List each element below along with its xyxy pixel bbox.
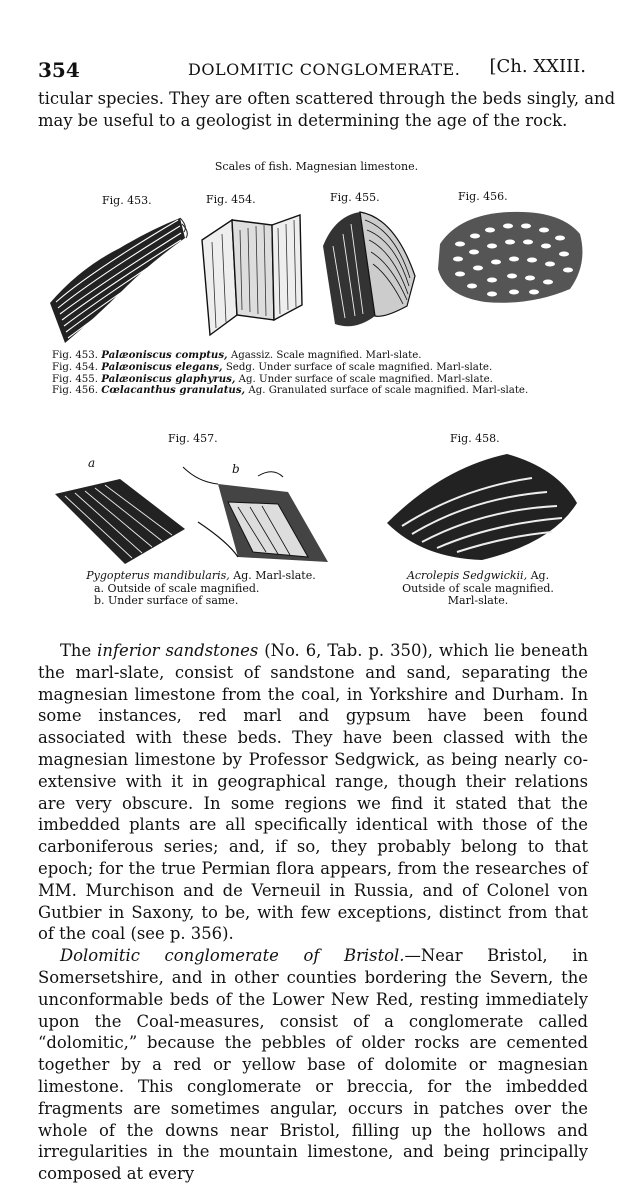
fig-457a-scale-illustration xyxy=(50,474,190,569)
fig-458-label: Fig. 458. xyxy=(450,432,500,445)
fig-457b-scale-illustration xyxy=(178,462,338,572)
caption-fig-455: Fig. 455. Palæoniscus glaphyrus, Ag. Under surface of scale magnified. Marl-slate. xyxy=(52,372,493,385)
figure-group-title: Scales of fish. Magnesian limestone. xyxy=(214,160,419,173)
fig-453-scale-illustration xyxy=(40,208,190,348)
fig-457-label: Fig. 457. xyxy=(168,432,218,445)
fig-456-scale-illustration xyxy=(430,204,590,309)
paragraph-dolomitic-conglomerate: Dolomitic conglomerate of Bristol.—Near Bristol, in Somersetshire, and in other counties bordering the Severn, the unconformable beds of the Lower New Red, resting immediately upon the Coal-measures, consist of a conglomerate called “dolomitic,” because the pebbles of older rocks are cemented together by a red or yellow base of dolomite or magnesian limestone. This conglomerate or breccia, for the imbedded fragments are sometimes angular, occurs in patches over the whole of the downs near Bristol, filling up the hollows and irregularities in the mountain limestone, and being principally composed at every xyxy=(38,946,588,1184)
fig-453-label: Fig. 453. xyxy=(102,194,152,207)
intro-line-1: ticular species. They are often scattered through the beds singly, and xyxy=(38,89,616,108)
caption-fig-453: Fig. 453. Palæoniscus comptus, Agassiz. Scale magnified. Marl-slate. xyxy=(52,349,422,361)
fig-456-label: Fig. 456. xyxy=(458,190,508,203)
fig-454-scale-illustration xyxy=(192,210,307,340)
fig-458-scale-illustration xyxy=(382,448,582,566)
caption-fig-458: Acrolepis Sedgwickii, Ag. Outside of scale magnified. Marl-slate. xyxy=(402,569,554,607)
fig-454-label: Fig. 454. xyxy=(206,193,256,206)
caption-fig-456: Fig. 456. Cœlacanthus granulatus, Ag. Granulated surface of scale magnified. Marl-slate. xyxy=(52,384,529,397)
page-number: 354 xyxy=(38,58,80,82)
fig-455-label: Fig. 455. xyxy=(330,191,380,204)
paragraph-inferior-sandstones: The inferior sandstones (No. 6, Tab. p. 350), which lie beneath the marl-slate, consist of sandstone and sand, separating the magnesian limestone from the coal, in Yorkshire and Durham. In some instances, red marl and gypsum have been found associated with these beds. They have been classed with the magnesian limestone by Professor Sedgwick, as being nearly co-extensive with it in geographical range, though their relations are very obscure. In some regions we find it stated that the imbedded plants are all specifically identical with those of the carboniferous series; and, if so, they probably belong to that epoch; for the true Permian flora appears, from the researches of MM. Murchison and de Verneuil in Russia, and of Colonel von Gutbier in Saxony, to be, with few exceptions, distinct from that of the coal (see p. 356). xyxy=(38,641,589,944)
fig-457-label-a: a xyxy=(88,456,96,470)
running-title: DOLOMITIC CONGLOMERATE. xyxy=(188,60,461,79)
intro-paragraph xyxy=(38,88,616,132)
running-head xyxy=(38,54,586,84)
caption-fig-457: Pygopterus mandibularis, Ag. Marl-slate. a. Outside of scale magnified. b. Under surface of same. xyxy=(86,569,316,607)
intro-line-2: may be useful to a geologist in determining the age of the rock. xyxy=(38,110,568,130)
chapter-label: [Ch. XXIII. xyxy=(489,56,586,77)
fig-455-scale-illustration xyxy=(315,206,425,336)
figure-captions-top xyxy=(52,350,612,397)
body-text xyxy=(38,640,588,1185)
fig-457-label-b: b xyxy=(232,462,240,476)
caption-fig-454: Fig. 454. Palæoniscus elegans, Sedg. Under surface of scale magnified. Marl-slate. xyxy=(52,360,493,373)
